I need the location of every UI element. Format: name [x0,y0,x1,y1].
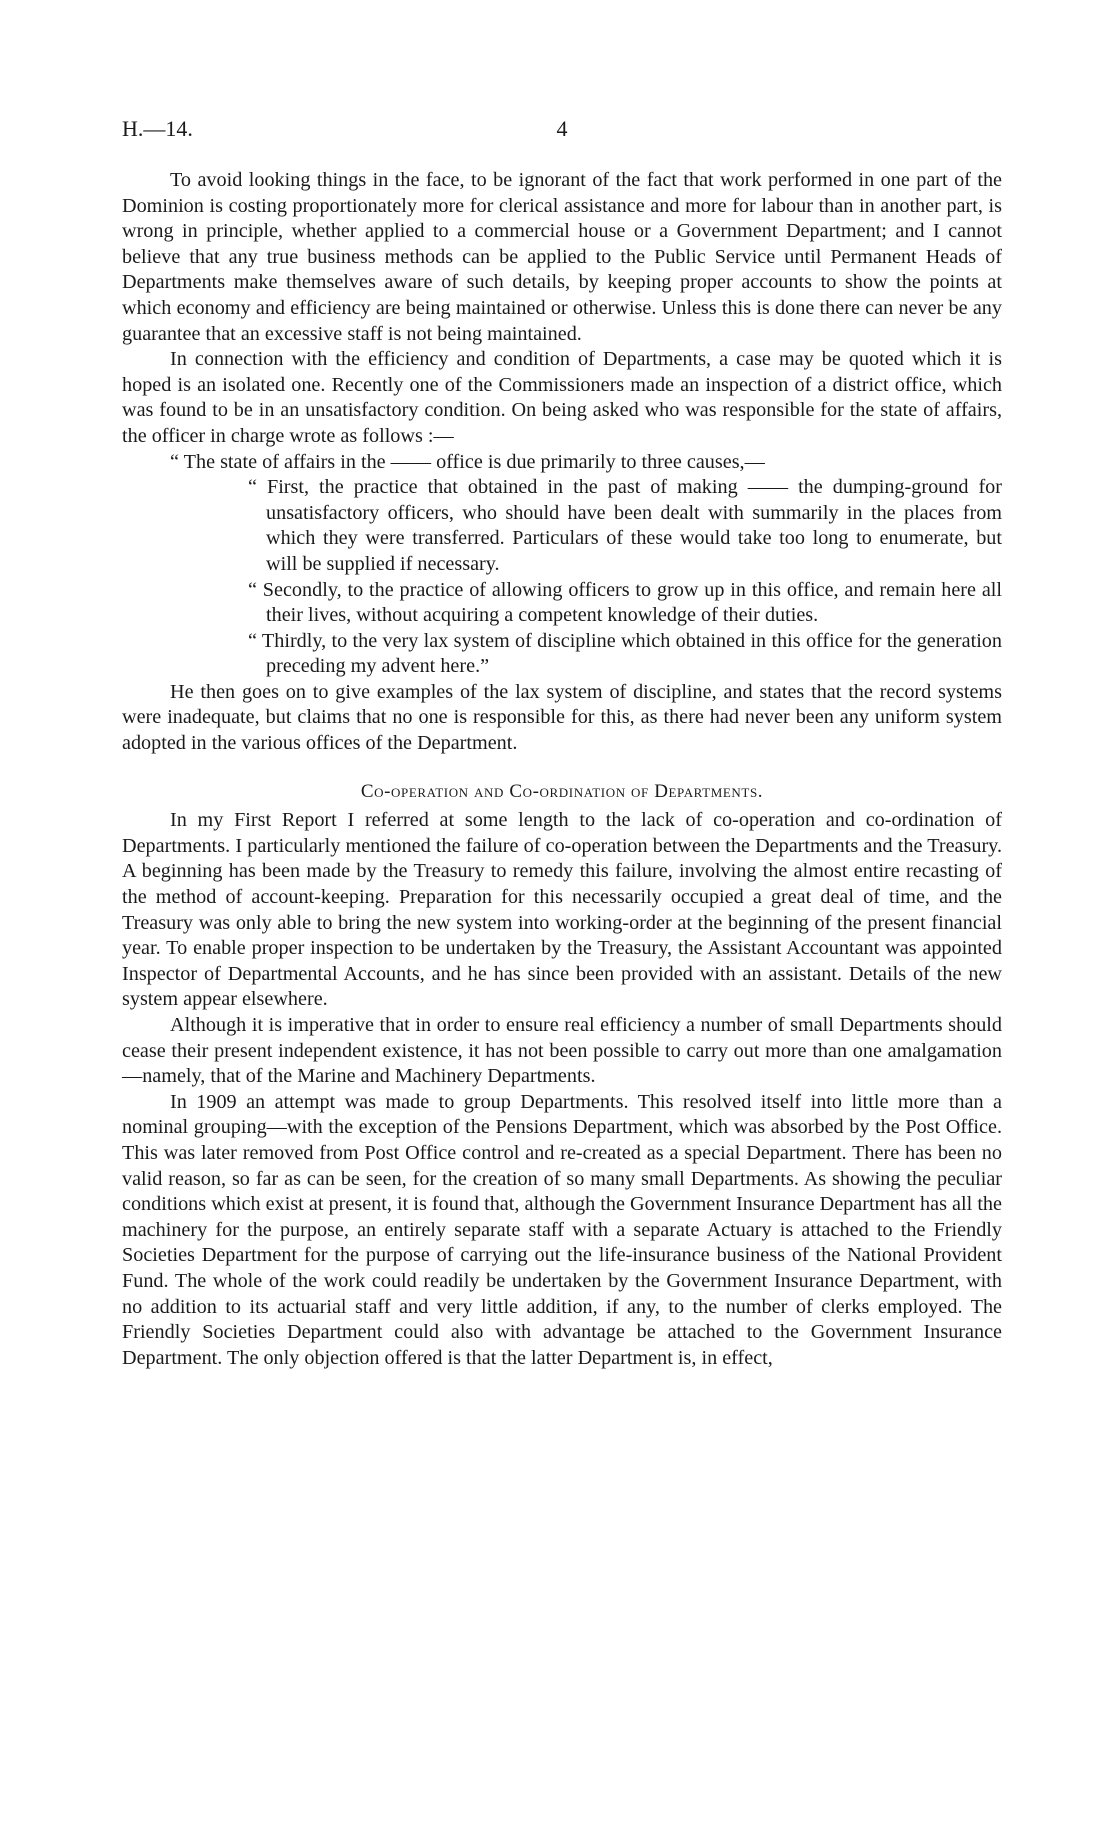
page-number: 4 [556,116,568,141]
paragraph-business-methods: To avoid looking things in the face, to be ignorant of the fact that work performed in one part of the Dominion is costing proportionately more for clerical assistance and more for labour than in another part, is wrong in principle, whether applied to a commercial house or a Government Department; and I cannot believe that any true business methods can be applied to the Public Service until Permanent Heads of Departments make themselves aware of such details, by keeping proper accounts to show the points at which economy and efficiency are being maintained or otherwise. Unless this is done there can never be any guarantee that an excessive staff is not being maintained. [122,169,1002,345]
quote-third-cause: “ Thirdly, to the very lax system of discipline which obtained in this office for the generation preceding my advent here.” [248,629,1002,678]
page-header [122,116,1002,146]
page-body [122,168,1002,1371]
paragraph-discipline: He then goes on to give examples of the lax system of discipline, and states that the record systems were inadequate, but claims that no one is responsible for this, as there had never been any uniform system adopted in the various offices of the Department. [122,680,1002,755]
paragraph-first-report: In my First Report I referred at some length to the lack of co-operation and co-ordination of Departments. I particularly mentioned the failure of co-operation between the Departments and the Treasury. A beginning has been made by the Treasury to remedy this failure, involving the almost entire recasting of the method of account-keeping. Preparation for this necessarily occupied a great deal of time, and the Treasury was only able to bring the new system into working-order at the beginning of the present financial year. To enable proper inspection to be undertaken by the Treasury, the Assistant Accountant was appointed Inspector of Departmental Accounts, and he has since been provided with an assistant. Details of the new system appear elsewhere. [122,809,1002,1011]
quote-first-cause: “ First, the practice that obtained in the past of making —— the dumping-ground for unsatisfactory officers, who should have been dealt with summarily in the places from which they were transferred. Particulars of these would take too long to enumerate, but will be supplied if necessary. [248,476,1002,575]
quote-second-cause: “ Secondly, to the practice of allowing officers to grow up in this office, and remain here all their lives, without acquiring a competent knowledge of their duties. [248,578,1002,627]
paragraph-grouping-1909: In 1909 an attempt was made to group Departments. This resolved itself into little more than a nominal grouping—with the exception of the Pensions Department, which was absorbed by the Post Office. This was later removed from Post Office control and re-created as a special Department. There has been no valid reason, so far as can be seen, for the creation of so many small Departments. As showing the peculiar conditions which exist at present, it is found that, although the Government Insurance Department has all the machinery for the purpose, an entirely separate staff with a separate Actuary is attached to the Friendly Societies Department for the purpose of carrying out the life-insurance business of the National Provident Fund. The whole of the work could readily be undertaken by the Government Insurance Department, with no addition to its actuarial staff and very little addition, if any, to the number of clerks employed. The Friendly Societies Department could also with advantage be attached to the Government Insurance Department. The only objection offered is that the latter Department is, in effect, [122,1090,1002,1369]
quote-lead: “ The state of affairs in the —— office is due primarily to three causes,— [170,450,765,473]
section-heading-co-operation: Co-operation and Co-ordination of Departments. [360,780,764,802]
document-reference: H.—14. [122,116,193,141]
paragraph-amalgamation: Although it is imperative that in order to ensure real efficiency a number of small Departments should cease their present independent existence, it has not been possible to carry out more than one amalgamation—namely, that of the Marine and Machinery Departments. [122,1014,1002,1088]
paragraph-efficiency-case: In connection with the efficiency and condition of Departments, a case may be quoted which it is hoped is an isolated one. Recently one of the Commissioners made an inspection of a district office, which was found to be in an unsatisfactory condition. On being asked who was responsible for the state of affairs, the officer in charge wrote as follows :— [122,348,1002,447]
